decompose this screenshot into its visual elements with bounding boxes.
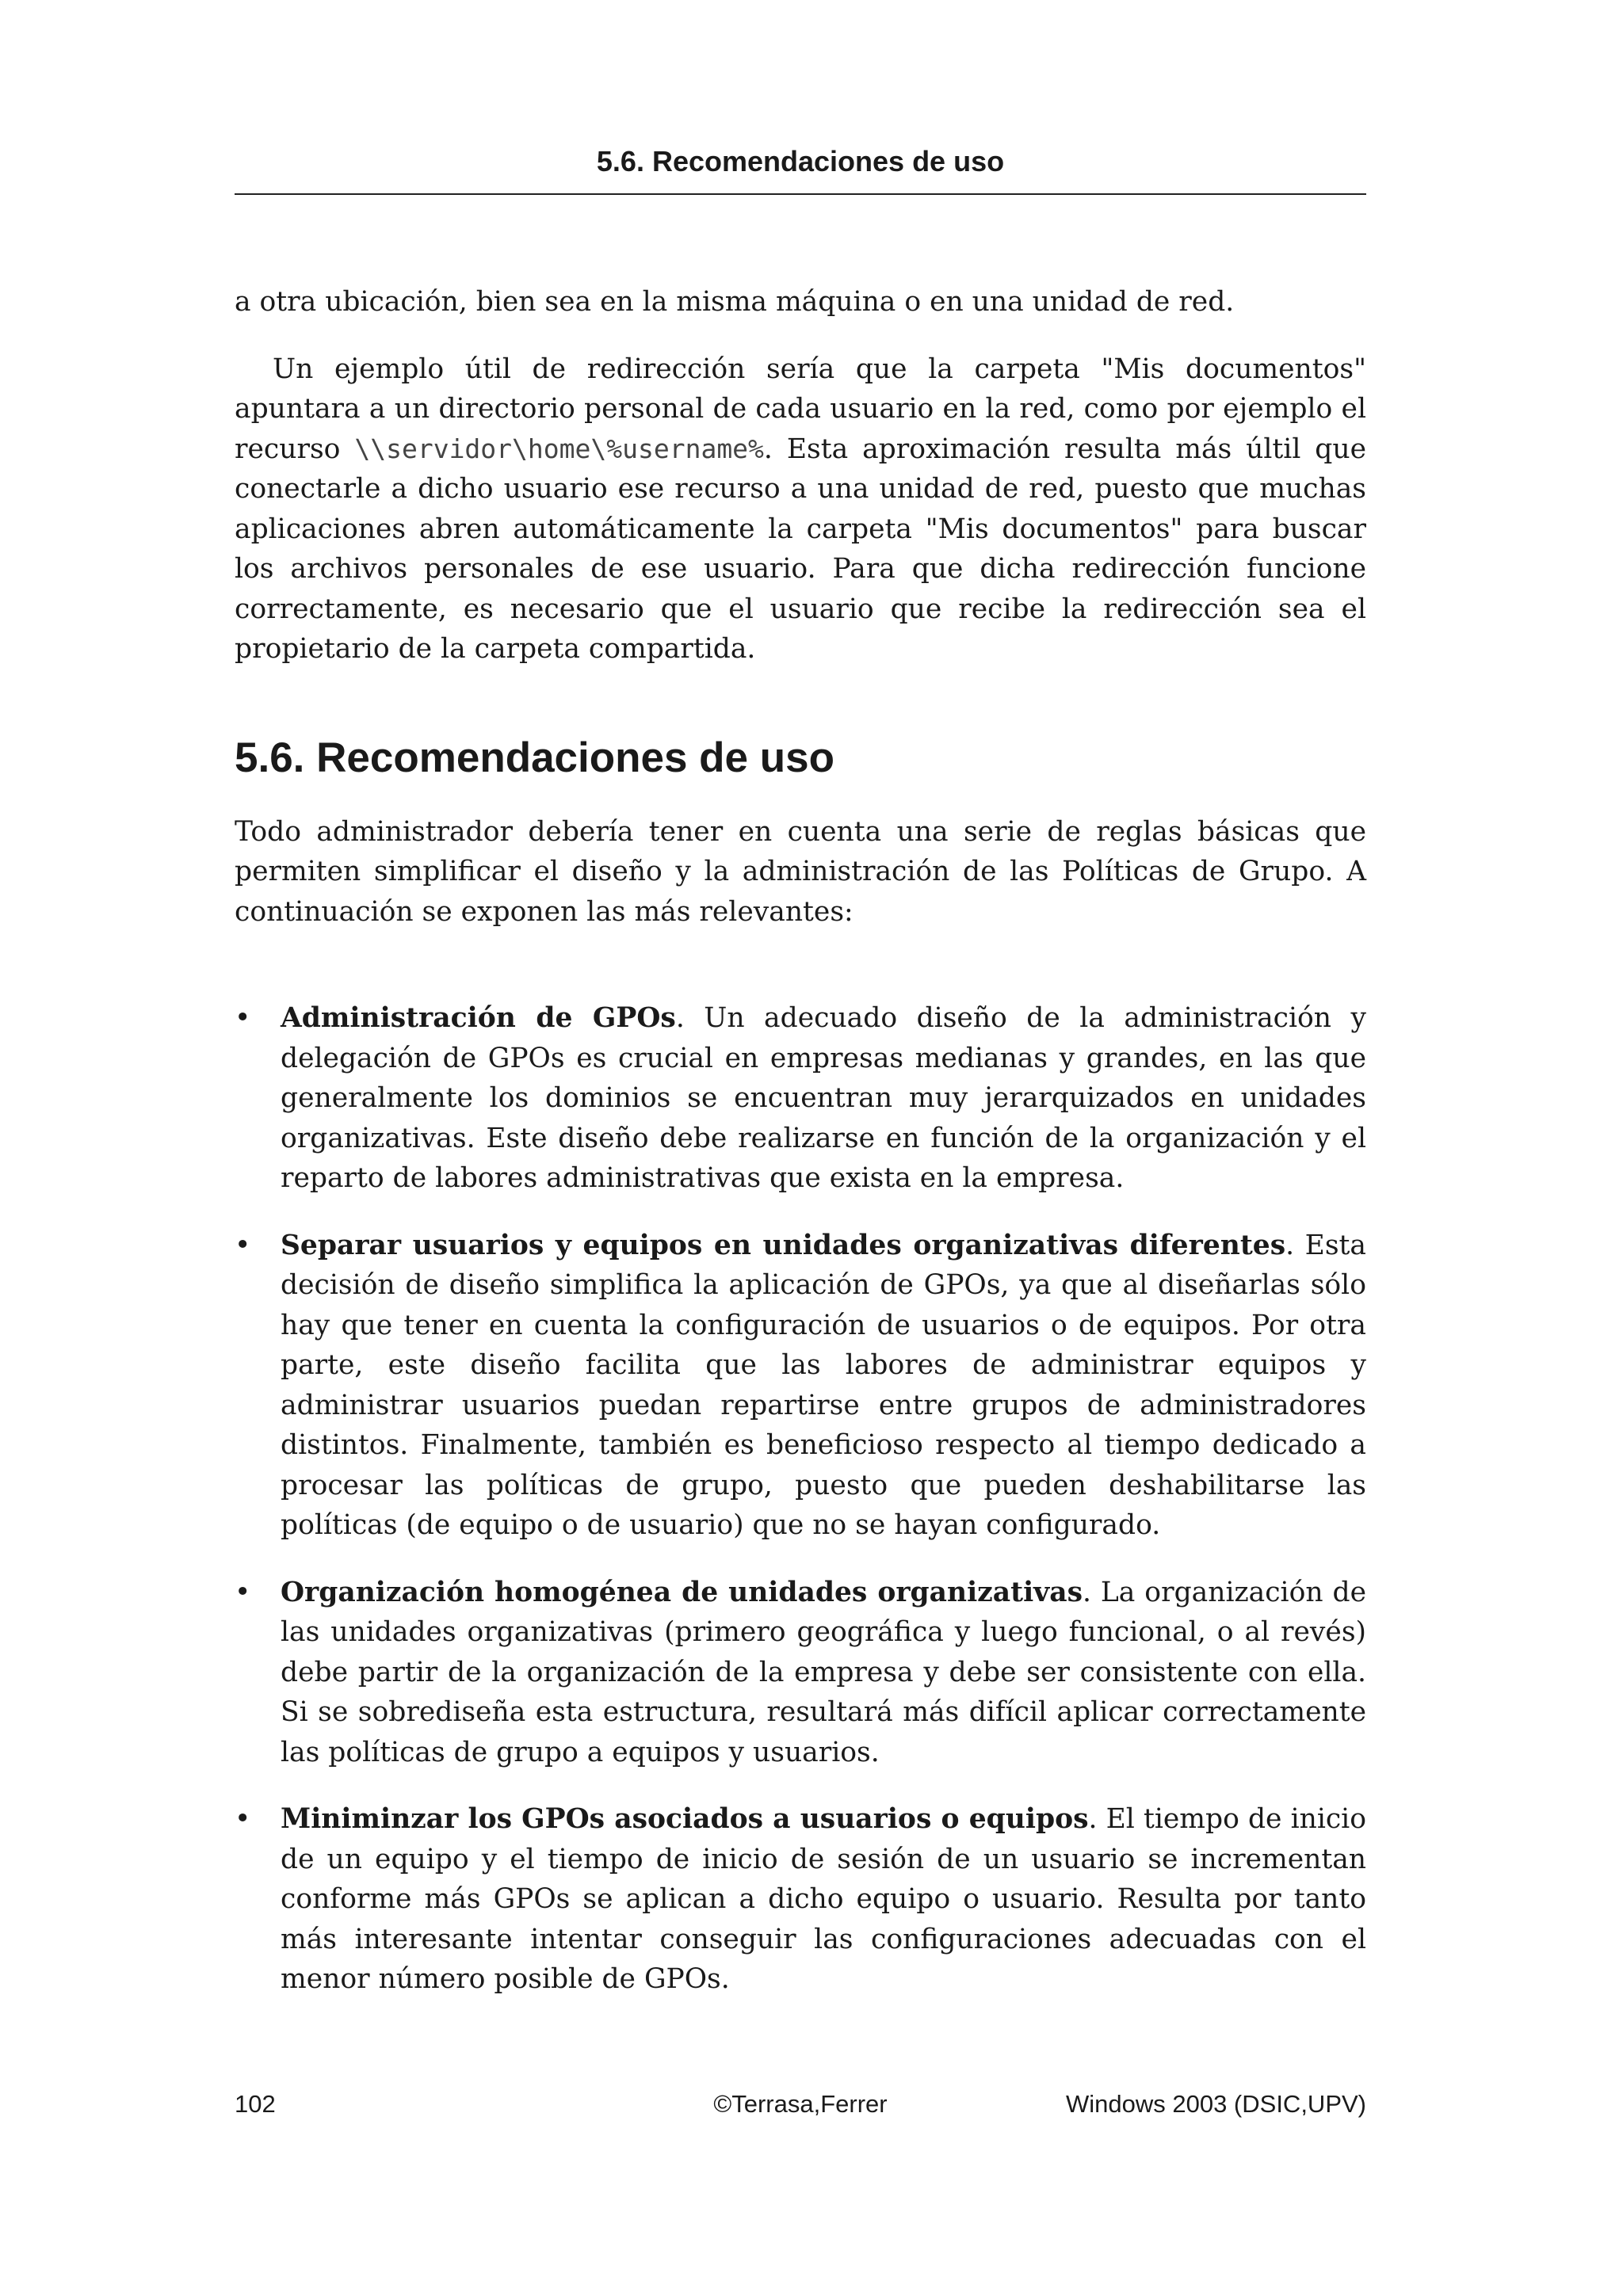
list-item-text: . Un adecuado diseño de la administración y delegación de GPOs es crucial en empresas medianas y grandes, en las que generalmente los dominios se encuentran muy jerarquizados en unidades organizativas. Este diseño debe realizarse en función de la organización y el reparto de labores administrativas que exista en la empresa.: [281, 1002, 1366, 1194]
list-item-term: Miniminzar los GPOs asociados a usuarios o equipos: [281, 1803, 1089, 1835]
list-item-text: . El tiempo de inicio de un equipo y el tiempo de inicio de sesión de un usuario se incrementan conforme más GPOs se aplican a dicho equipo o usuario. Resulta por tanto más interesante intentar conseguir las configuraciones adecuadas con el menor número posible de GPOs.: [281, 1803, 1366, 1995]
footer-copyright: ©Terrasa,Ferrer: [713, 2090, 888, 2118]
page-number: 102: [235, 2090, 276, 2118]
list-item-text: . Esta decisión de diseño simplifica la aplicación de GPOs, ya que al diseñarlas sólo hay que tener en cuenta la configuración de usuarios o de equipos. Por otra parte, este diseño facilita que las labores de administrar equipos y administrar usuarios puedan repartirse entre grupos de administradores distintos. Finalmente, también es beneficioso respecto al tiempo dedicado a procesar las políticas de grupo, puesto que pueden deshabilitarse las políticas (de equipo o de usuario) que no se hayan configurado.: [281, 1229, 1366, 1541]
list-item-term: Separar usuarios y equipos en unidades organizativas diferentes: [281, 1229, 1286, 1261]
continuation-paragraph: a otra ubicación, bien sea en la misma máquina o en una unidad de red.: [235, 286, 1235, 318]
bullet-icon: •: [235, 1803, 251, 1835]
example-text-after: . Esta aproximación resulta más últil que conectarle a dicho usuario ese recurso a una unidad de red, puesto que muchas aplicaciones abren automáticamente la carpeta "Mis documentos" para buscar los archivos personales de ese usuario. Para que dicha redirección funcione correctamente, es necesario que el usuario que recibe la redirección sea el propietario de la carpeta compartida.: [235, 433, 1366, 665]
list-item: [235, 1226, 1366, 1546]
example-text-before: Un ejemplo útil de redirección sería que la carpeta "Mis documentos" apuntara a un directorio personal de cada usuario en la red, como por ejemplo el recurso: [235, 353, 1366, 465]
running-header: 5.6. Recomendaciones de uso: [596, 145, 1005, 177]
recommendations-list: [235, 998, 1366, 2000]
bullet-icon: •: [235, 1002, 251, 1034]
redirection-example-paragraph: [235, 349, 1366, 669]
list-item-term: Organización homogénea de unidades organizativas: [281, 1576, 1083, 1608]
example-code-path: \\servidor\home\%username%: [354, 433, 764, 464]
bullet-icon: •: [235, 1229, 251, 1261]
footer-source: Windows 2003 (DSIC,UPV): [1065, 2090, 1366, 2118]
page-body: [235, 282, 1366, 2027]
bullet-icon: •: [235, 1576, 251, 1608]
document-page: [235, 0, 1366, 2296]
list-item-term: Administración de GPOs: [281, 1002, 676, 1034]
list-item: [235, 1573, 1366, 1773]
section-intro-paragraph: Todo administrador debería tener en cuenta una serie de reglas básicas que permiten simplificar el diseño y la administración de las Políticas de Grupo. A continuación se exponen las más relevantes:: [235, 815, 1366, 928]
list-item: [235, 1799, 1366, 2000]
header-rule: [235, 193, 1366, 195]
list-item-text: . La organización de las unidades organizativas (primero geográfica y luego funcional, o al revés) debe partir de la organización de la empresa y debe ser consistente con ella. Si se sobrediseña esta estructura, resultará más difícil aplicar correctamente las políticas de grupo a equipos y usuarios.: [281, 1576, 1366, 1768]
page-footer: [235, 2088, 1366, 2120]
list-item: [235, 998, 1366, 1199]
section-title: 5.6. Recomendaciones de uso: [235, 734, 834, 781]
